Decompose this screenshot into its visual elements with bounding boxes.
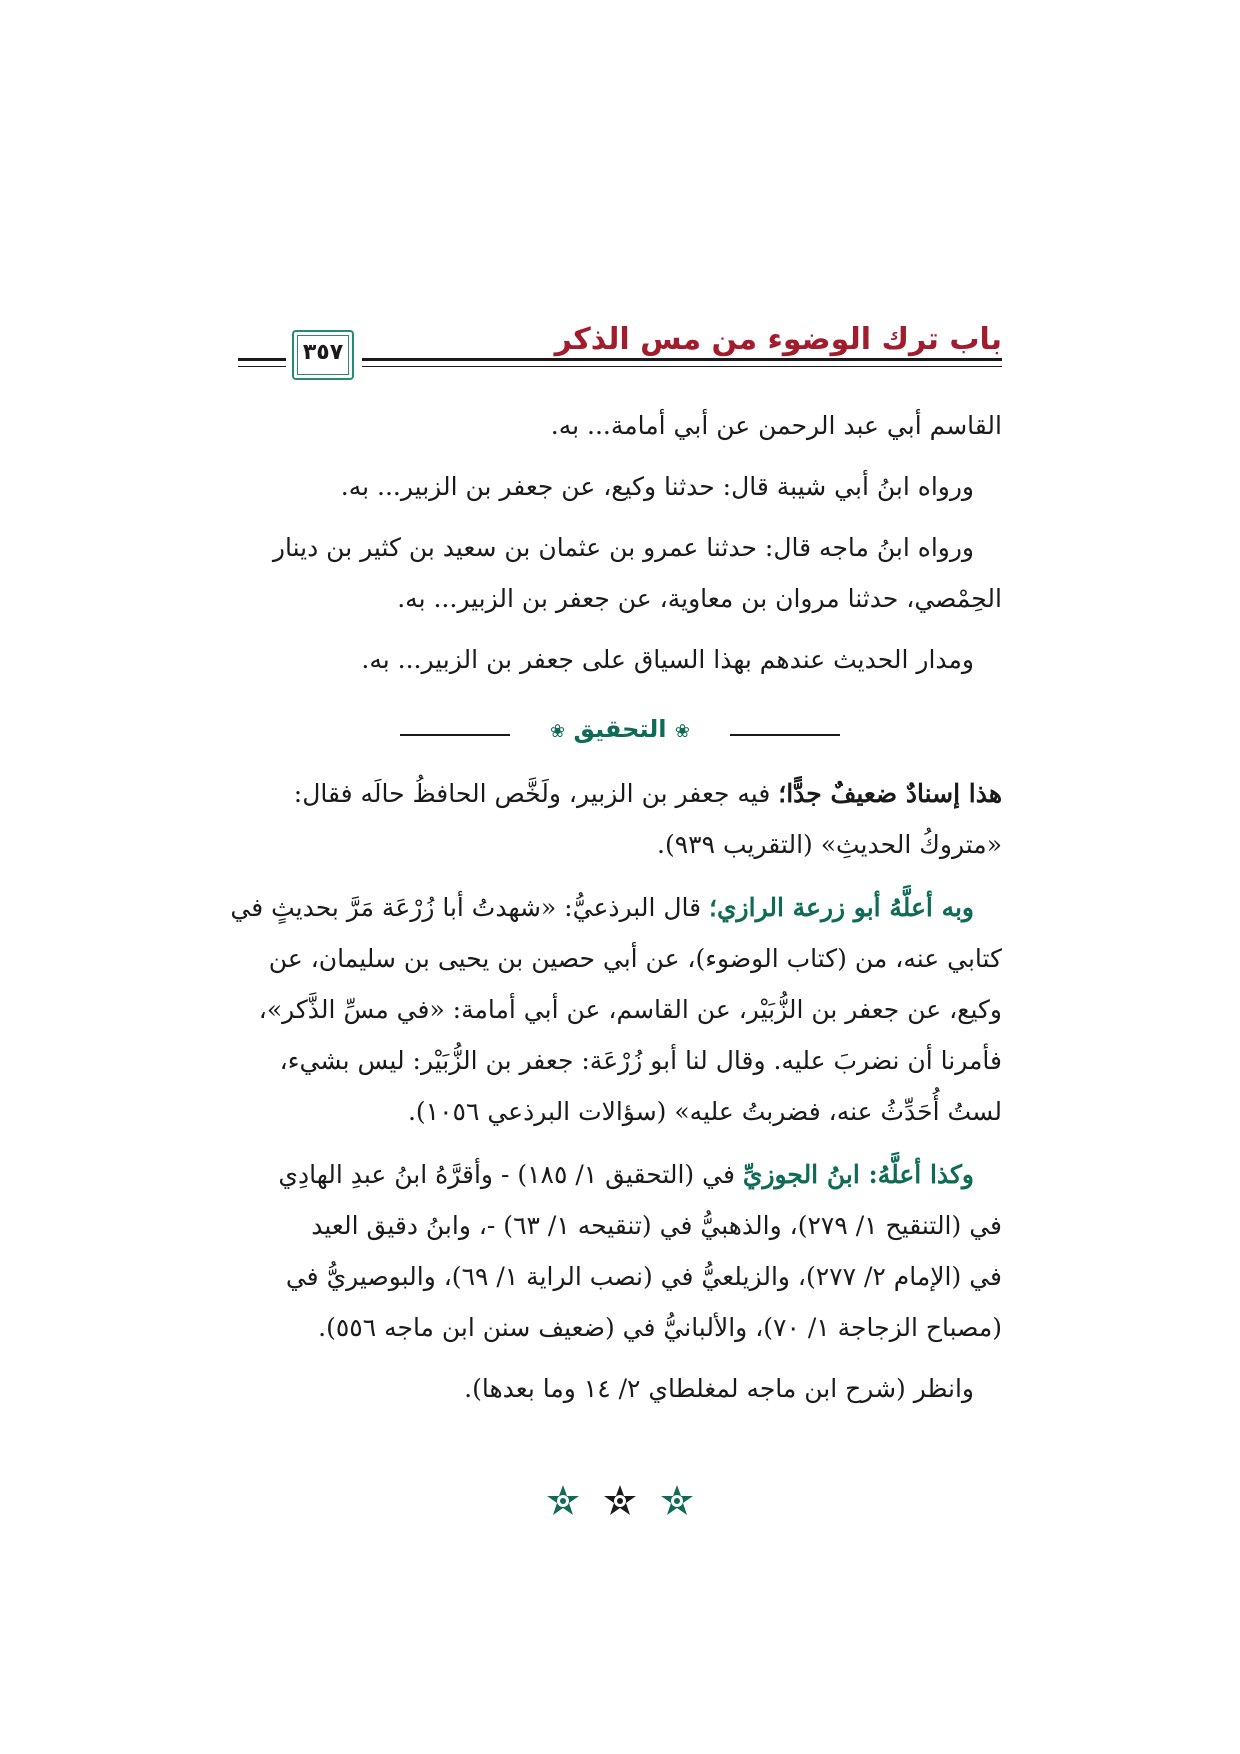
section-divider xyxy=(400,712,840,752)
intro-text xyxy=(238,400,1002,685)
chapter-title: باب ترك الوضوء من مس الذكر xyxy=(554,322,1002,357)
header-rule-right xyxy=(362,358,1002,361)
header-rule-left-thin xyxy=(238,366,286,367)
section-title: التحقيق xyxy=(573,715,667,743)
paragraph-line: لستُ أُحَدِّثُ عنه، فضربتُ عليه» (سؤالات البرذعي ١٠٥٦). xyxy=(407,1097,1002,1126)
emphasis-bold: هذا إسنادٌ ضعيفٌ جدًّا؛ xyxy=(778,779,1002,808)
emphasis-green: وبه أعلَّهُ أبو زرعة الرازي؛ xyxy=(709,893,974,922)
paragraph-text: في (التحقيق ١/ ١٨٥) - وأقرَّهُ ابنُ عبدِ الهادِي xyxy=(278,1160,743,1189)
paragraph-line: (مصباح الزجاجة ١/ ٧٠)، والألبانيُّ في (ضعيف سنن ابن ماجه ٥٥٦). xyxy=(318,1313,1002,1342)
paragraph-text: قال البرذعيُّ: «شهدتُ أبا زُرْعَة مَرَّ بحديثٍ في xyxy=(230,893,710,922)
tahqiq-text xyxy=(230,768,1002,1414)
page-number-frame xyxy=(292,330,354,380)
paragraph-line: «متروكُ الحديثِ» (التقريب ٩٣٩). xyxy=(657,830,1002,859)
paragraph-line xyxy=(238,1149,1002,1200)
paragraph-line: ورواه ابنُ ماجه قال: حدثنا عمرو بن عثمان بن سعيد بن كثير بن دينار xyxy=(272,533,974,562)
paragraph-line: في (التنقيح ١/ ٢٧٩)، والذهبيُّ في (تنقيحه ١/ ٦٣) -، وابنُ دقيق العيد xyxy=(311,1211,1002,1240)
end-ornaments xyxy=(0,1484,1240,1524)
paragraph-line: كتابي عنه، من (كتاب الوضوء)، عن أبي حصين بن يحيى بن سليمان، عن xyxy=(268,944,1002,973)
paragraph-text: فيه جعفر بن الزبير، ولَخَّص الحافظُ حالَه فقال: xyxy=(293,779,779,808)
flower-ornament-icon xyxy=(659,1484,695,1520)
paragraph-line: في (الإمام ٢/ ٢٧٧)، والزيلعيُّ في (نصب الراية ١/ ٦٩)، والبوصيريُّ في xyxy=(285,1262,1002,1291)
flower-ornament-icon xyxy=(602,1484,638,1520)
paragraph-line: وكيع، عن جعفر بن الزُّبَيْر، عن القاسم، عن أبي أمامة: «في مسِّ الذَّكر»، xyxy=(258,995,1002,1024)
paragraph-line: وانظر (شرح ابن ماجه لمغلطاي ٢/ ١٤ وما بعدها). xyxy=(464,1374,974,1403)
header-rule-right-thin xyxy=(362,366,1002,367)
ornament-icon: ❀ xyxy=(674,721,690,742)
ornament-icon: ❀ xyxy=(550,721,566,742)
emphasis-green: وكذا أعلَّهُ: ابنُ الجوزيِّ xyxy=(742,1160,974,1189)
paragraph-line xyxy=(238,768,1002,819)
paragraph-line: الحِمْصي، حدثنا مروان بن معاوية، عن جعفر بن الزبير... به. xyxy=(397,584,1002,613)
page-number: ٣٥٧ xyxy=(302,340,344,365)
paragraph-line: القاسم أبي عبد الرحمن عن أبي أمامة... به. xyxy=(550,411,1002,440)
header-rule-left xyxy=(238,358,286,361)
paragraph-line: ومدار الحديث عندهم بهذا السياق على جعفر بن الزبير... به. xyxy=(361,645,974,674)
paragraph-line: ورواه ابنُ أبي شيبة قال: حدثنا وكيع، عن جعفر بن الزبير... به. xyxy=(340,472,974,501)
paragraph-line xyxy=(230,882,1002,933)
paragraph-line: فأمرنا أن نضربَ عليه. وقال لنا أبو زُرْعَة: جعفر بن الزُّبَيْر: ليس بشيء، xyxy=(279,1046,1002,1075)
flower-ornament-icon xyxy=(545,1484,581,1520)
section-title-wrap xyxy=(400,715,840,743)
